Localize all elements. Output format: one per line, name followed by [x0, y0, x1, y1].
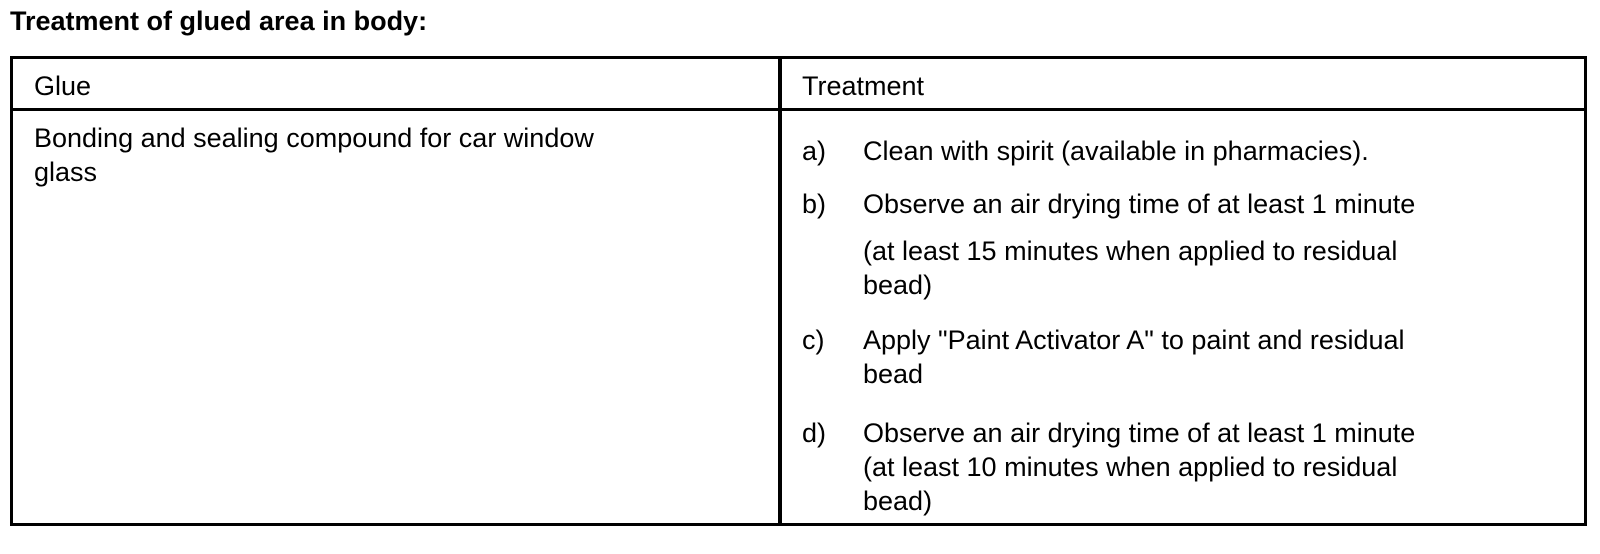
step-line: bead) — [863, 486, 933, 516]
step-text — [863, 187, 1415, 221]
step-text — [863, 416, 1415, 518]
page-heading: Treatment of glued area in body: — [10, 6, 428, 36]
step-letter: d) — [802, 418, 827, 448]
header-divider — [13, 108, 1584, 111]
step-line: (at least 15 minutes when applied to residual — [863, 236, 1398, 266]
step-line: Observe an air drying time of at least 1 minute — [863, 189, 1416, 219]
step-line: bead) — [863, 270, 933, 300]
step-line: (at least 10 minutes when applied to residual — [863, 452, 1398, 482]
step-letter: a) — [802, 136, 827, 166]
step-line: bead — [863, 359, 924, 389]
glue-description-line: glass — [34, 157, 98, 187]
step-letter: b) — [802, 189, 827, 219]
step-line: Apply "Paint Activator A" to paint and residual — [863, 325, 1405, 355]
glue-treatment-table — [10, 56, 1587, 526]
glue-description — [34, 121, 594, 189]
step-line: Clean with spirit (available in pharmacies). — [863, 136, 1369, 166]
glue-description-line: Bonding and sealing compound for car window — [34, 123, 594, 153]
step-letter: c) — [802, 325, 825, 355]
header-treatment: Treatment — [802, 71, 925, 101]
header-glue: Glue — [34, 71, 92, 101]
column-divider — [778, 59, 782, 523]
step-note — [863, 234, 1397, 302]
step-text — [863, 134, 1369, 168]
step-line: Observe an air drying time of at least 1 minute — [863, 418, 1416, 448]
step-text — [863, 323, 1405, 391]
